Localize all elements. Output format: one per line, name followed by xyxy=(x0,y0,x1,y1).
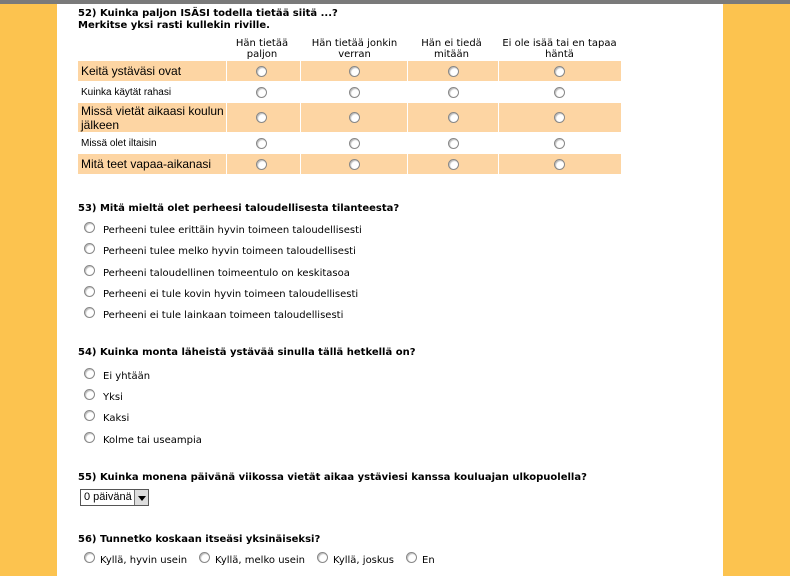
radio-button[interactable] xyxy=(84,307,95,318)
radio-button[interactable] xyxy=(256,87,267,98)
option-label: Kyllä, melko usein xyxy=(215,555,306,566)
radio-button[interactable] xyxy=(554,66,565,77)
radio-button[interactable] xyxy=(554,159,565,170)
option-label: En xyxy=(422,555,435,566)
q52-row-label: Missä vietät aikaasi koulun jälkeen xyxy=(81,103,224,132)
q52-row-label: Kuinka käytät rahasi xyxy=(81,86,172,98)
q52-row xyxy=(78,154,621,175)
q52-column-header: Ei ole isää tai en tapaa häntä xyxy=(502,38,617,60)
chevron-down-icon[interactable] xyxy=(134,490,148,505)
option-label: Perheeni tulee erittäin hyvin toimeen taloudellisesti xyxy=(103,225,362,236)
radio-button[interactable] xyxy=(256,112,267,123)
q54-title: 54) Kuinka monta läheistä ystävää sinulla tällä hetkellä on? xyxy=(78,347,416,358)
q52-row xyxy=(78,82,621,103)
q52-row xyxy=(78,133,621,154)
radio-button[interactable] xyxy=(448,87,459,98)
option-label: Kolme tai useampia xyxy=(103,435,202,446)
q52-column-header: Hän ei tiedä mitään xyxy=(421,38,482,60)
q55-title: 55) Kuinka monena päivänä viikossa vietät aikaa ystäviesi kanssa kouluajan ulkopuolella? xyxy=(78,472,587,483)
radio-button[interactable] xyxy=(84,389,95,400)
q52-column-header: Hän tietää jonkin verran xyxy=(311,38,398,60)
option-label: Ei yhtään xyxy=(103,371,151,382)
radio-button[interactable] xyxy=(256,159,267,170)
radio-button[interactable] xyxy=(554,112,565,123)
days-select-value: 0 päivänä xyxy=(84,491,132,503)
radio-button[interactable] xyxy=(84,243,95,254)
option-label: Yksi xyxy=(103,392,123,403)
q56-title: 56) Tunnetko koskaan itseäsi yksinäiseksi? xyxy=(78,534,321,545)
q52-column-header: Hän tietää paljon xyxy=(235,38,289,60)
radio-button[interactable] xyxy=(349,87,360,98)
radio-button[interactable] xyxy=(448,112,459,123)
survey-page xyxy=(57,4,723,576)
radio-button[interactable] xyxy=(554,87,565,98)
q52-row-label: Keitä ystäväsi ovat xyxy=(81,64,182,78)
radio-button[interactable] xyxy=(256,138,267,149)
option-label: Perheeni tulee melko hyvin toimeen taloudellisesti xyxy=(103,246,356,257)
q52-row-label: Missä olet iltaisin xyxy=(81,137,157,149)
radio-button[interactable] xyxy=(448,138,459,149)
option-label: Perheeni ei tule lainkaan toimeen taloudellisesti xyxy=(103,310,344,321)
q52-matrix xyxy=(78,61,621,175)
radio-button[interactable] xyxy=(317,552,328,563)
option-label: Perheeni ei tule kovin hyvin toimeen taloudellisesti xyxy=(103,289,359,300)
radio-button[interactable] xyxy=(84,222,95,233)
radio-button[interactable] xyxy=(84,368,95,379)
q52-title: 52) Kuinka paljon ISÄSI todella tietää siitä ...? xyxy=(78,8,338,19)
days-select[interactable] xyxy=(80,489,149,506)
radio-button[interactable] xyxy=(349,66,360,77)
radio-button[interactable] xyxy=(199,552,210,563)
radio-button[interactable] xyxy=(349,112,360,123)
radio-button[interactable] xyxy=(84,552,95,563)
q53-title: 53) Mitä mieltä olet perheesi taloudellisesta tilanteesta? xyxy=(78,203,400,214)
q52-header xyxy=(78,8,338,32)
radio-button[interactable] xyxy=(349,138,360,149)
q52-row-label: Mitä teet vapaa-aikanasi xyxy=(81,157,212,171)
radio-button[interactable] xyxy=(256,66,267,77)
option-label: Perheeni taloudellinen toimeentulo on keskitasoa xyxy=(103,268,350,279)
q52-instruction: Merkitse yksi rasti kullekin riville. xyxy=(78,20,270,31)
radio-button[interactable] xyxy=(349,159,360,170)
radio-button[interactable] xyxy=(448,159,459,170)
radio-button[interactable] xyxy=(554,138,565,149)
radio-button[interactable] xyxy=(84,286,95,297)
q52-row xyxy=(78,61,621,82)
option-label: Kyllä, joskus xyxy=(333,555,394,566)
option-label: Kyllä, hyvin usein xyxy=(100,555,188,566)
radio-button[interactable] xyxy=(406,552,417,563)
radio-button[interactable] xyxy=(448,66,459,77)
option-label: Kaksi xyxy=(103,413,130,424)
q52-row xyxy=(78,103,621,133)
radio-button[interactable] xyxy=(84,410,95,421)
radio-button[interactable] xyxy=(84,265,95,276)
radio-button[interactable] xyxy=(84,432,95,443)
